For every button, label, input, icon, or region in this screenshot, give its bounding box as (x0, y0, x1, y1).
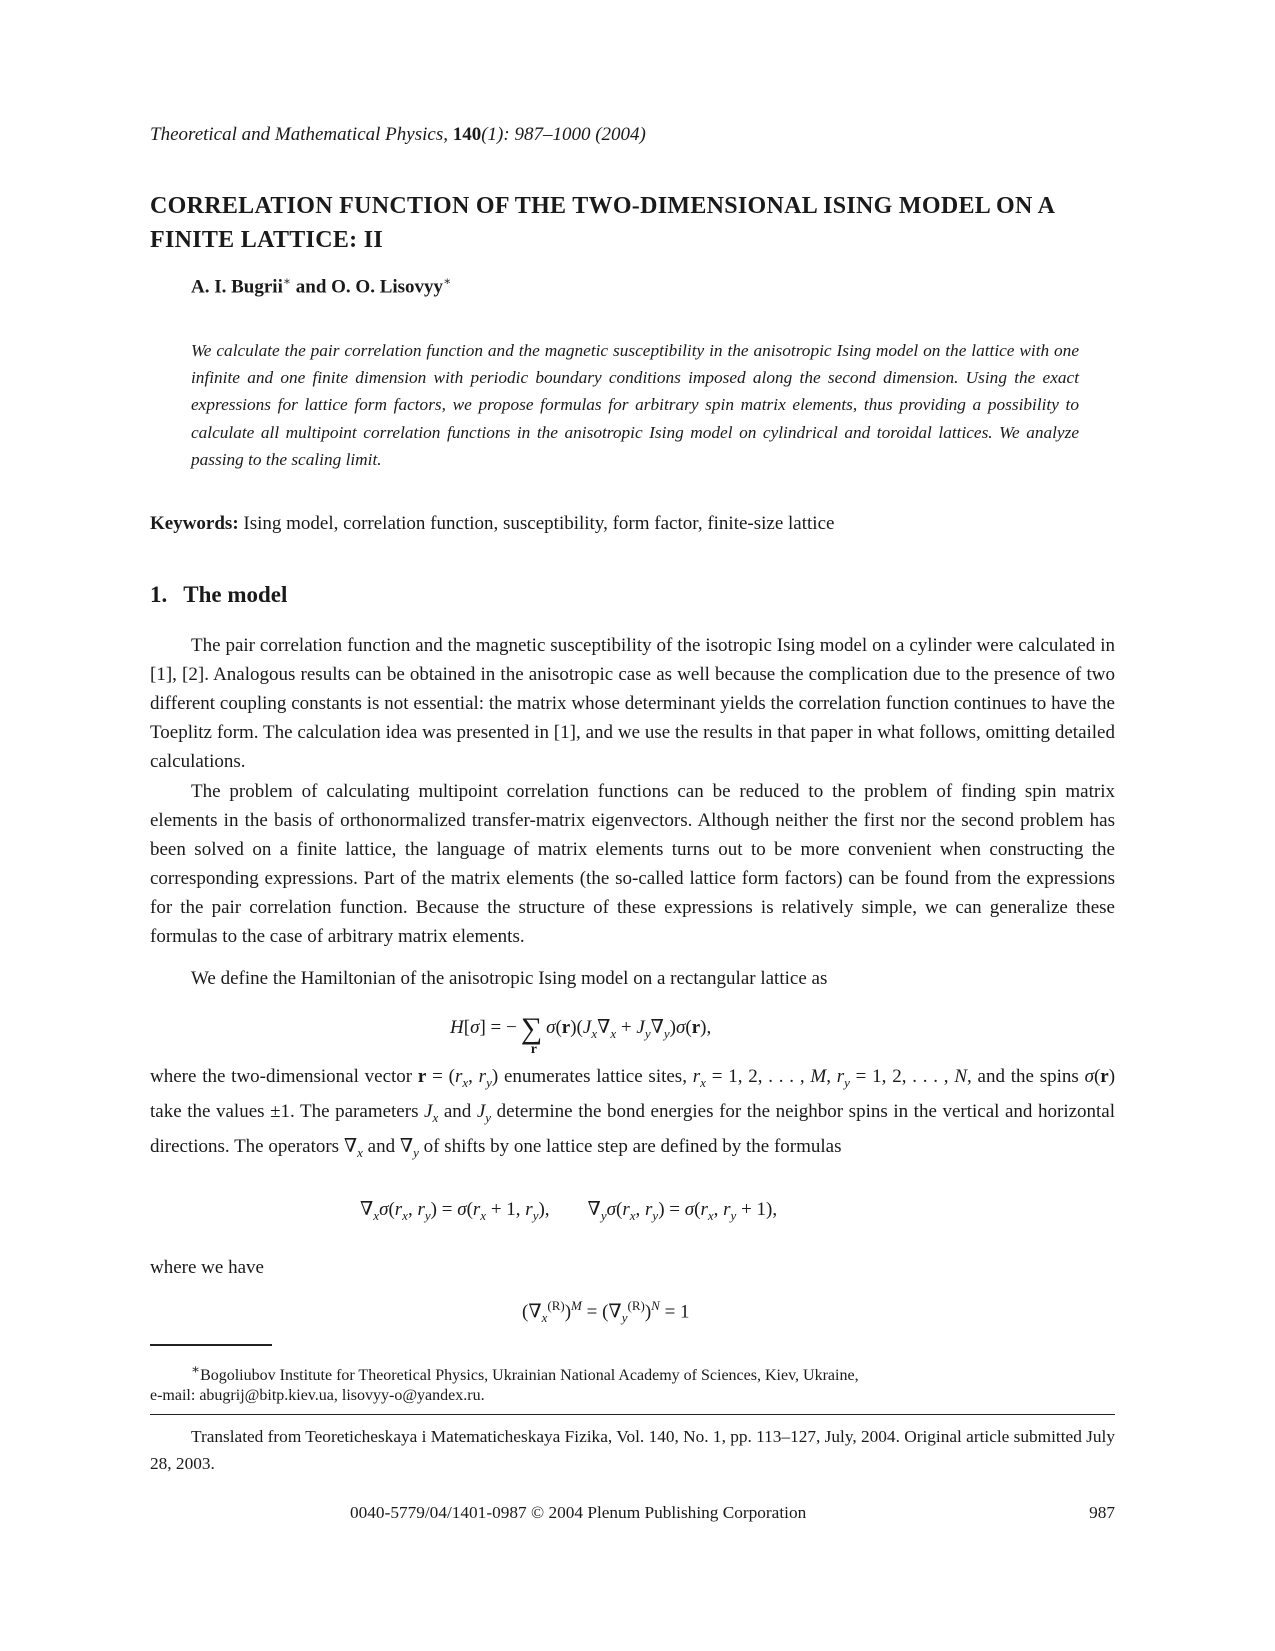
journal-name: Theoretical and Mathematical Physics, (150, 124, 448, 145)
footnote-mark: ∗ (443, 274, 452, 288)
hamiltonian-equation: H[σ] = − ∑ r $\sigma(r)(J_x\nabla_x + J_y\nabla_y)\sigma(r)$, (450, 1012, 712, 1057)
section-number: 1. (150, 582, 168, 607)
journal-issue: (1): 987–1000 (2004) (481, 124, 646, 145)
translation-rule (150, 1414, 1115, 1415)
section-heading (150, 582, 287, 608)
paragraph-5: where we have (150, 1257, 264, 1278)
author-conjunction: and (295, 276, 327, 298)
journal-citation (150, 124, 646, 146)
footnote-email: e-mail: abugrij@bitp.kiev.ua, lisovyy-o@yandex.ru. (150, 1387, 485, 1405)
footnote-affiliation: ∗Bogoliubov Institute for Theoretical Physics, Ukrainian National Academy of Sciences, Kiev, Ukraine, e-mail: abugrij@bitp.kiev.ua, lisovyy-o@yandex.ru. (150, 1362, 859, 1405)
journal-volume: 140 (452, 124, 482, 145)
author-list (191, 274, 451, 298)
paragraph-3: We define the Hamiltonian of the anisotropic Ising model on a rectangular lattice as (191, 968, 828, 989)
footnote-mark: ∗ (282, 274, 292, 288)
paper-title: CORRELATION FUNCTION OF THE TWO-DIMENSIONAL ISING MODEL ON A FINITE LATTICE: II (150, 193, 1054, 253)
paragraph-4: where the two-dimensional vector $r = (r_x$, $r_y$) enumerates lattice sites, $r_x = 1$, 2, . . . , M, $r_y = 1$, 2, . . . , N, and the spins σ(r) take the values ±1. The parameters $J_x$ and $J_y$ determine the bond energies for the neighbor spins in the vertical and horizontal directions. The operators $\nabla_x$ and $\nabla_y$ of shifts by one lattice step are defined by the formulas (150, 1066, 1116, 1160)
paragraph-2: The problem of calculating multipoint correlation functions can be reduced to the problem of finding spin matrix elements in the basis of orthonormalized transfer-matrix eigenvectors. Although neither the first nor the second problem has been solved on a finite lattice, the language of matrix elements turns out to be more convenient when constructing the corresponding expressions. Part of the matrix elements (the so-called lattice form factors) can be found from the expressions for the pair correlation function. Because the structure of these expressions is relatively simple, we can generalize these formulas to the case of arbitrary matrix elements. (150, 781, 1115, 947)
section-title: The model (183, 582, 288, 607)
author-1: A. I. Bugrii (191, 276, 283, 298)
translation-note: Translated from Teoreticheskaya i Matematicheskaya Fizika, Vol. 140, No. 1, pp. 113–127, July, 2004. Original article submitted July 28, 2003. (150, 1427, 1115, 1473)
keywords (150, 513, 834, 535)
copyright-line: 0040-5779/04/1401-0987 © 2004 Plenum Publishing Corporation (350, 1503, 807, 1522)
author-2: O. O. Lisovyy (331, 276, 444, 298)
abstract: We calculate the pair correlation function and the magnetic susceptibility in the anisotropic Ising model on the lattice with one infinite and one finite dimension with periodic boundary conditions imposed along the second dimension. Using the exact expressions for lattice form factors, we propose formulas for arbitrary spin matrix elements, thus providing a possibility to calculate all multipoint correlation functions in the anisotropic Ising model on cylindrical and toroidal lattices. We analyze passing to the scaling limit. (191, 341, 1079, 469)
footnote-rule (150, 1344, 272, 1346)
periodicity-equation: $(\nabla_x^{(R)})^M = (\nabla_y^{(R)})^N = 1$ (522, 1298, 690, 1326)
keywords-text: Ising model, correlation function, susceptibility, form factor, finite-size lattice (243, 513, 835, 534)
shift-operator-equation: $\nabla_x\sigma(r_x$, $r_y) = \sigma(r_x + 1$, $r_y$), $\nabla_y\sigma(r_x$, $r_y) = \sigma(r_x$, $r_y + 1$), (360, 1199, 778, 1223)
page-number: 987 (1089, 1503, 1115, 1522)
keywords-label: Keywords: (150, 513, 239, 534)
paragraph-1: The pair correlation function and the magnetic susceptibility of the isotropic Ising model on a cylinder were calculated in [1], [2]. Analogous results can be obtained in the anisotropic case as well because the complication due to the presence of two different coupling constants is not essential: the matrix whose determinant yields the correlation function continues to have the Toeplitz form. The calculation idea was presented in [1], and we use the results in that paper in what follows, omitting detailed calculations. (150, 635, 1115, 772)
